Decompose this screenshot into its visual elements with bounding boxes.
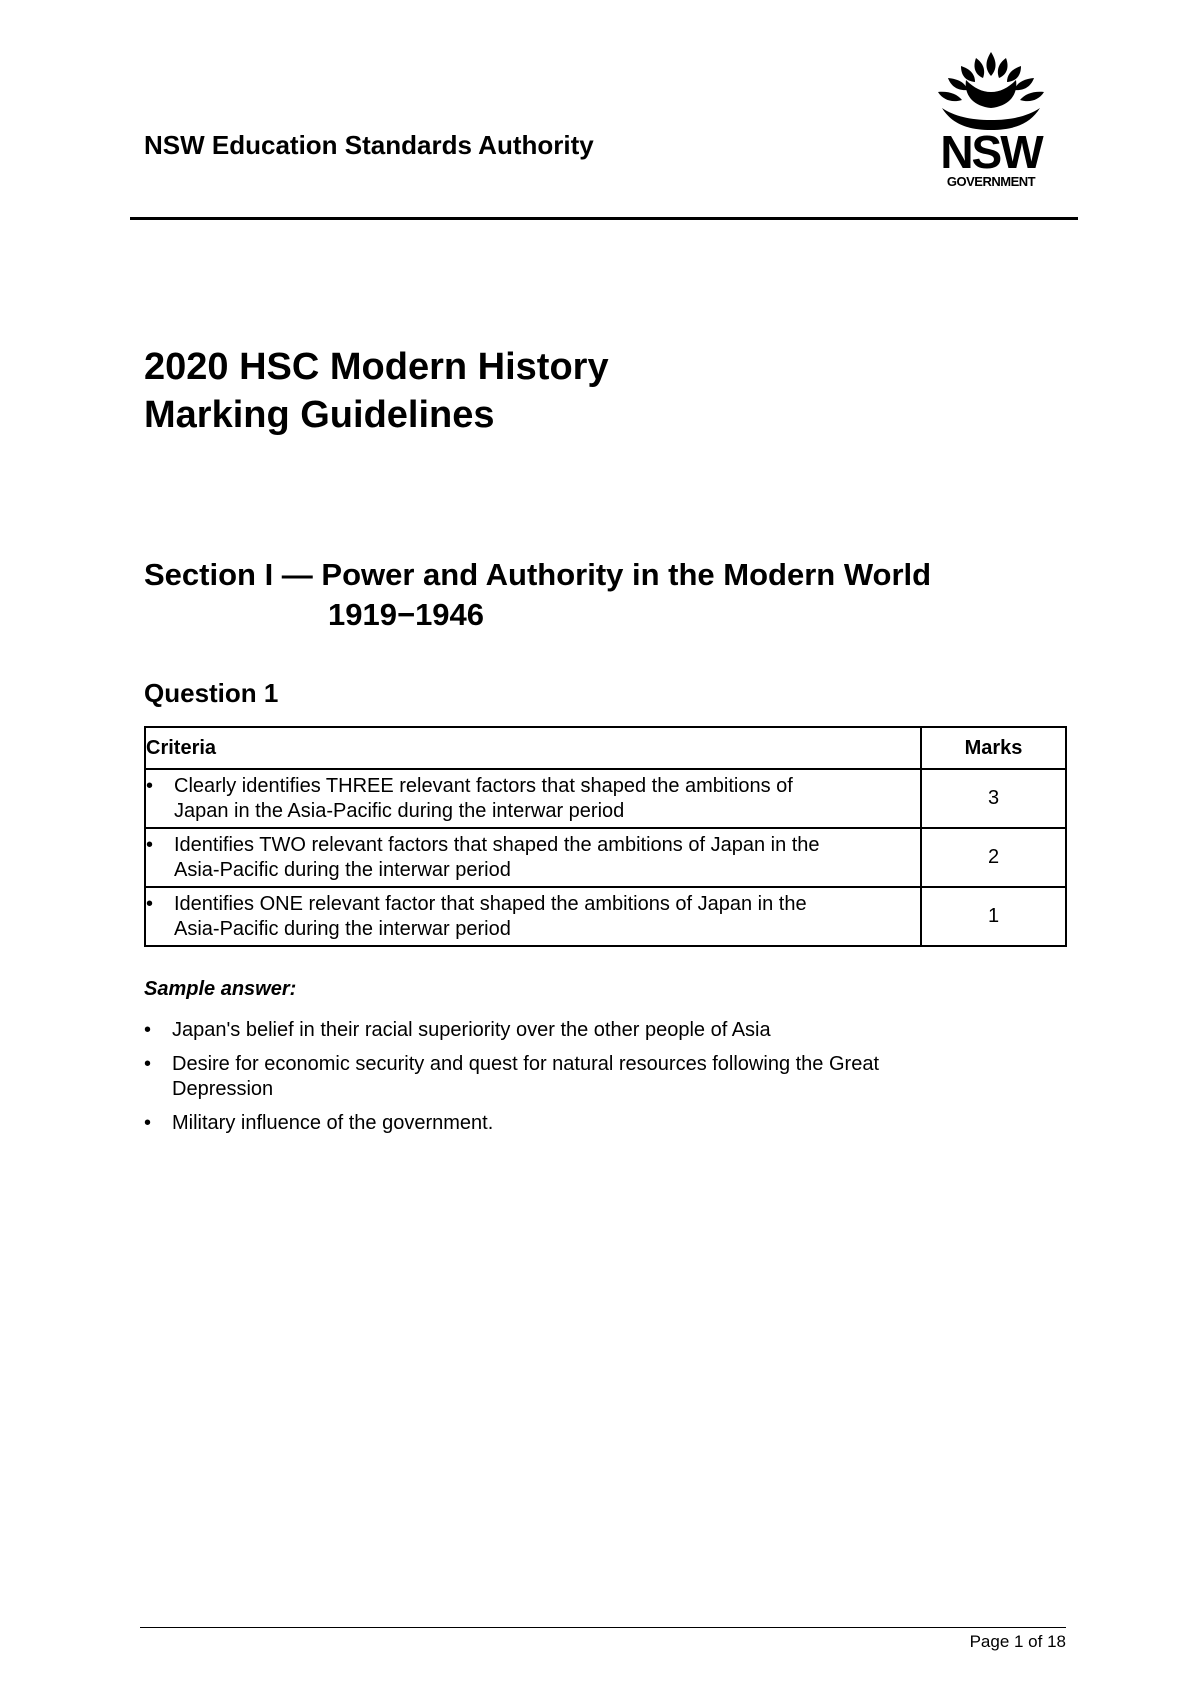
marks-column-header: Marks xyxy=(921,727,1066,769)
criteria-text-line-2: Japan in the Asia-Pacific during the interwar period xyxy=(174,799,625,822)
marks-cell: 2 xyxy=(921,828,1066,887)
list-item xyxy=(144,1052,974,1102)
criteria-text xyxy=(174,833,820,883)
section-heading-line-1: Section I — Power and Authority in the Modern World xyxy=(144,557,932,592)
list-item xyxy=(144,1111,974,1136)
marks-cell: 1 xyxy=(921,887,1066,946)
sample-answer-label: Sample answer: xyxy=(144,978,297,1000)
bullet: • xyxy=(144,1112,152,1134)
section-heading xyxy=(144,555,931,635)
footer-divider xyxy=(140,1627,1066,1628)
table-header-row xyxy=(145,727,1066,769)
question-heading: Question 1 xyxy=(144,678,279,708)
page-number: Page 1 of 18 xyxy=(969,1632,1066,1651)
criteria-text xyxy=(174,774,793,824)
criteria-cell xyxy=(145,828,921,887)
criteria-text-line-1: Clearly identifies THREE relevant factors that shaped the ambitions of xyxy=(174,774,793,797)
document-title-line-1: 2020 HSC Modern History xyxy=(144,346,609,388)
table-row xyxy=(145,887,1066,946)
bullet: • xyxy=(146,774,154,797)
section-heading-years: 1919−1946 xyxy=(328,597,485,632)
logo-wordmark: NSW xyxy=(940,126,1042,178)
table-row xyxy=(145,769,1066,828)
header-divider xyxy=(130,217,1078,220)
criteria-text-line-2: Asia-Pacific during the interwar period xyxy=(174,917,511,940)
bullet: • xyxy=(144,1019,152,1041)
criteria-cell xyxy=(145,769,921,828)
marks-cell: 3 xyxy=(921,769,1066,828)
bullet: • xyxy=(146,892,154,915)
table-row xyxy=(145,828,1066,887)
sample-answer-text: Japan's belief in their racial superiority over the other people of Asia xyxy=(172,1019,771,1041)
waratah-icon xyxy=(938,52,1044,130)
marking-criteria-table xyxy=(144,726,1067,947)
document-title xyxy=(144,343,609,439)
criteria-text-line-2: Asia-Pacific during the interwar period xyxy=(174,858,511,881)
criteria-cell xyxy=(145,887,921,946)
bullet: • xyxy=(146,833,154,856)
list-item xyxy=(144,1018,974,1043)
authority-name: NSW Education Standards Authority xyxy=(144,130,594,160)
criteria-text-line-1: Identifies ONE relevant factor that shaped the ambitions of Japan in the xyxy=(174,892,807,915)
bullet: • xyxy=(144,1053,152,1075)
nsw-government-logo xyxy=(928,50,1054,190)
criteria-column-header: Criteria xyxy=(145,727,921,769)
sample-answer-text: Desire for economic security and quest for natural resources following the Great Depression xyxy=(172,1053,880,1100)
sample-answer-text: Military influence of the government. xyxy=(172,1112,494,1134)
sample-answer-list xyxy=(144,1018,974,1145)
logo-subtext: GOVERNMENT xyxy=(946,174,1036,189)
document-title-line-2: Marking Guidelines xyxy=(144,394,495,436)
criteria-text xyxy=(174,892,807,942)
criteria-text-line-1: Identifies TWO relevant factors that shaped the ambitions of Japan in the xyxy=(174,833,820,856)
